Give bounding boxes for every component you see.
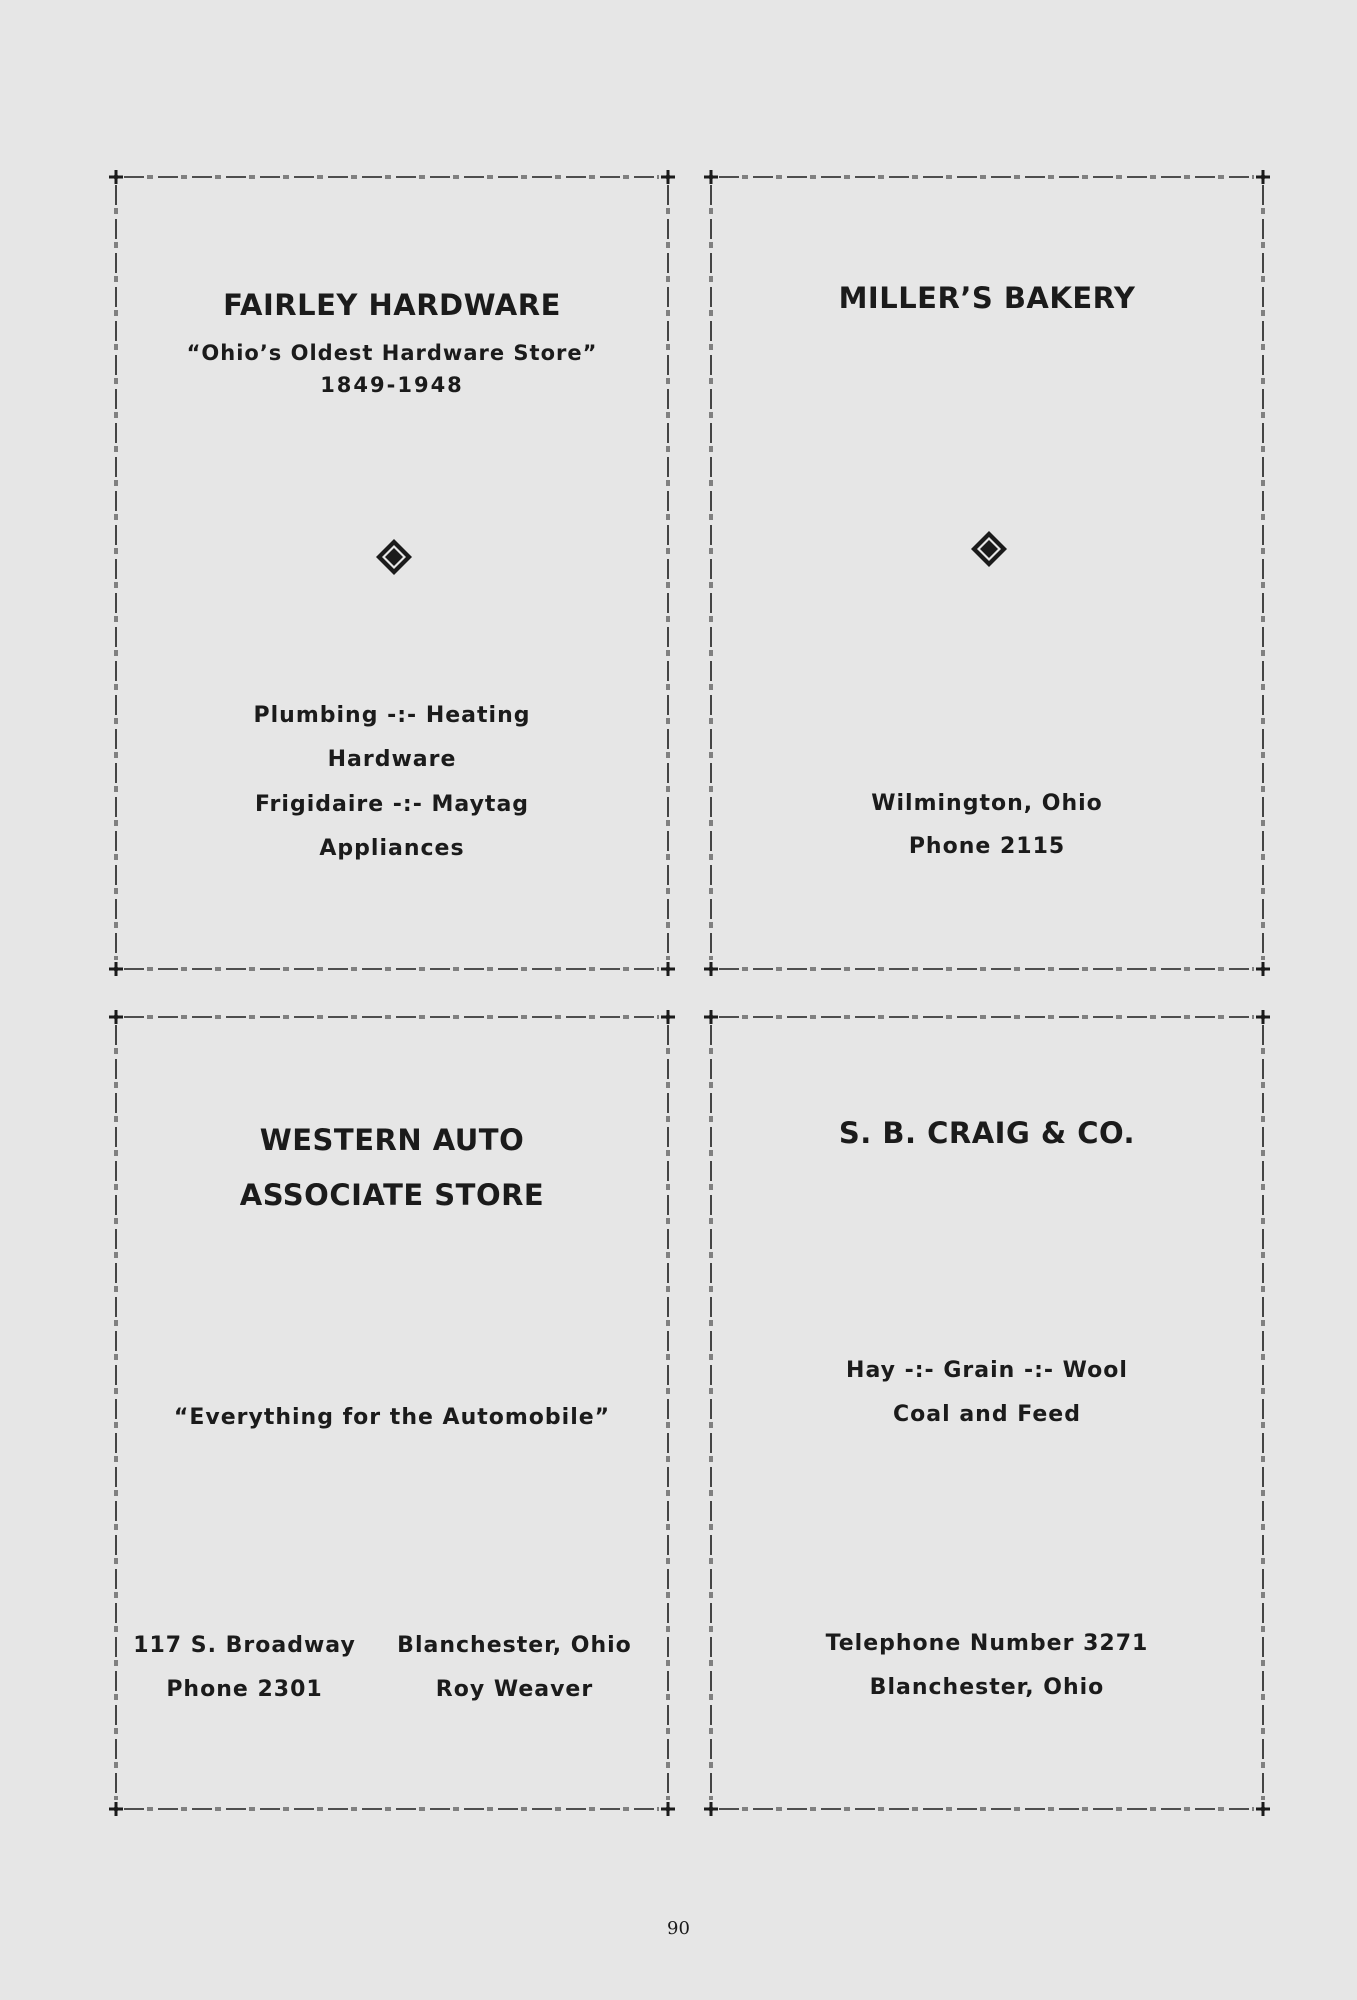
address-owner: Roy Weaver xyxy=(435,1677,594,1702)
ad-line: Hay -:- Grain -:- Wool xyxy=(846,1358,1128,1383)
ad-line: Frigidaire -:- Maytag xyxy=(254,792,530,817)
corner-cross-icon xyxy=(704,170,718,184)
corner-cross-icon xyxy=(661,170,675,184)
corner-cross-icon xyxy=(704,962,718,976)
ad-title: MILLER’S BAKERY xyxy=(838,281,1136,315)
corner-cross-icon xyxy=(1256,1802,1270,1816)
corner-cross-icon xyxy=(109,1010,123,1024)
corner-cross-icon xyxy=(661,962,675,976)
address-street: 117 S. Broadway xyxy=(133,1633,356,1658)
ad-line: Wilmington, Ohio xyxy=(871,791,1103,816)
ad-title: S. B. CRAIG & CO. xyxy=(838,1116,1136,1150)
corner-cross-icon xyxy=(661,1010,675,1024)
ad-sb-craig xyxy=(707,1013,1267,1813)
ad-footer-line: Telephone Number 3271 xyxy=(825,1631,1149,1656)
diamond-ornament-icon xyxy=(969,529,1009,569)
ad-line: Appliances xyxy=(319,836,465,861)
ad-title-line2: ASSOCIATE STORE xyxy=(239,1178,545,1212)
ad-millers-bakery xyxy=(707,173,1267,973)
ad-western-auto xyxy=(112,1013,672,1813)
ad-title: FAIRLEY HARDWARE xyxy=(223,288,561,322)
corner-cross-icon xyxy=(109,1802,123,1816)
ad-line: Hardware xyxy=(327,747,457,772)
ad-footer-line: Blanchester, Ohio xyxy=(869,1675,1105,1700)
ad-slogan: “Everything for the Automobile” xyxy=(173,1405,611,1430)
corner-cross-icon xyxy=(109,170,123,184)
page-number: 90 xyxy=(667,1918,690,1939)
address-phone: Phone 2301 xyxy=(166,1677,323,1702)
corner-cross-icon xyxy=(661,1802,675,1816)
ad-slogan: “Ohio’s Oldest Hardware Store” xyxy=(186,341,598,365)
corner-cross-icon xyxy=(1256,170,1270,184)
ad-title-line1: WESTERN AUTO xyxy=(259,1123,525,1157)
address-city: Blanchester, Ohio xyxy=(397,1633,632,1658)
corner-cross-icon xyxy=(1256,1010,1270,1024)
ad-fairley-hardware xyxy=(112,173,672,973)
corner-cross-icon xyxy=(109,962,123,976)
ad-line: Phone 2115 xyxy=(908,834,1066,859)
corner-cross-icon xyxy=(704,1010,718,1024)
corner-cross-icon xyxy=(1256,962,1270,976)
ad-years: 1849-1948 xyxy=(320,373,464,397)
diamond-ornament-icon xyxy=(374,537,414,577)
ad-line: Coal and Feed xyxy=(893,1402,1081,1427)
corner-cross-icon xyxy=(704,1802,718,1816)
ad-line: Plumbing -:- Heating xyxy=(253,703,531,728)
